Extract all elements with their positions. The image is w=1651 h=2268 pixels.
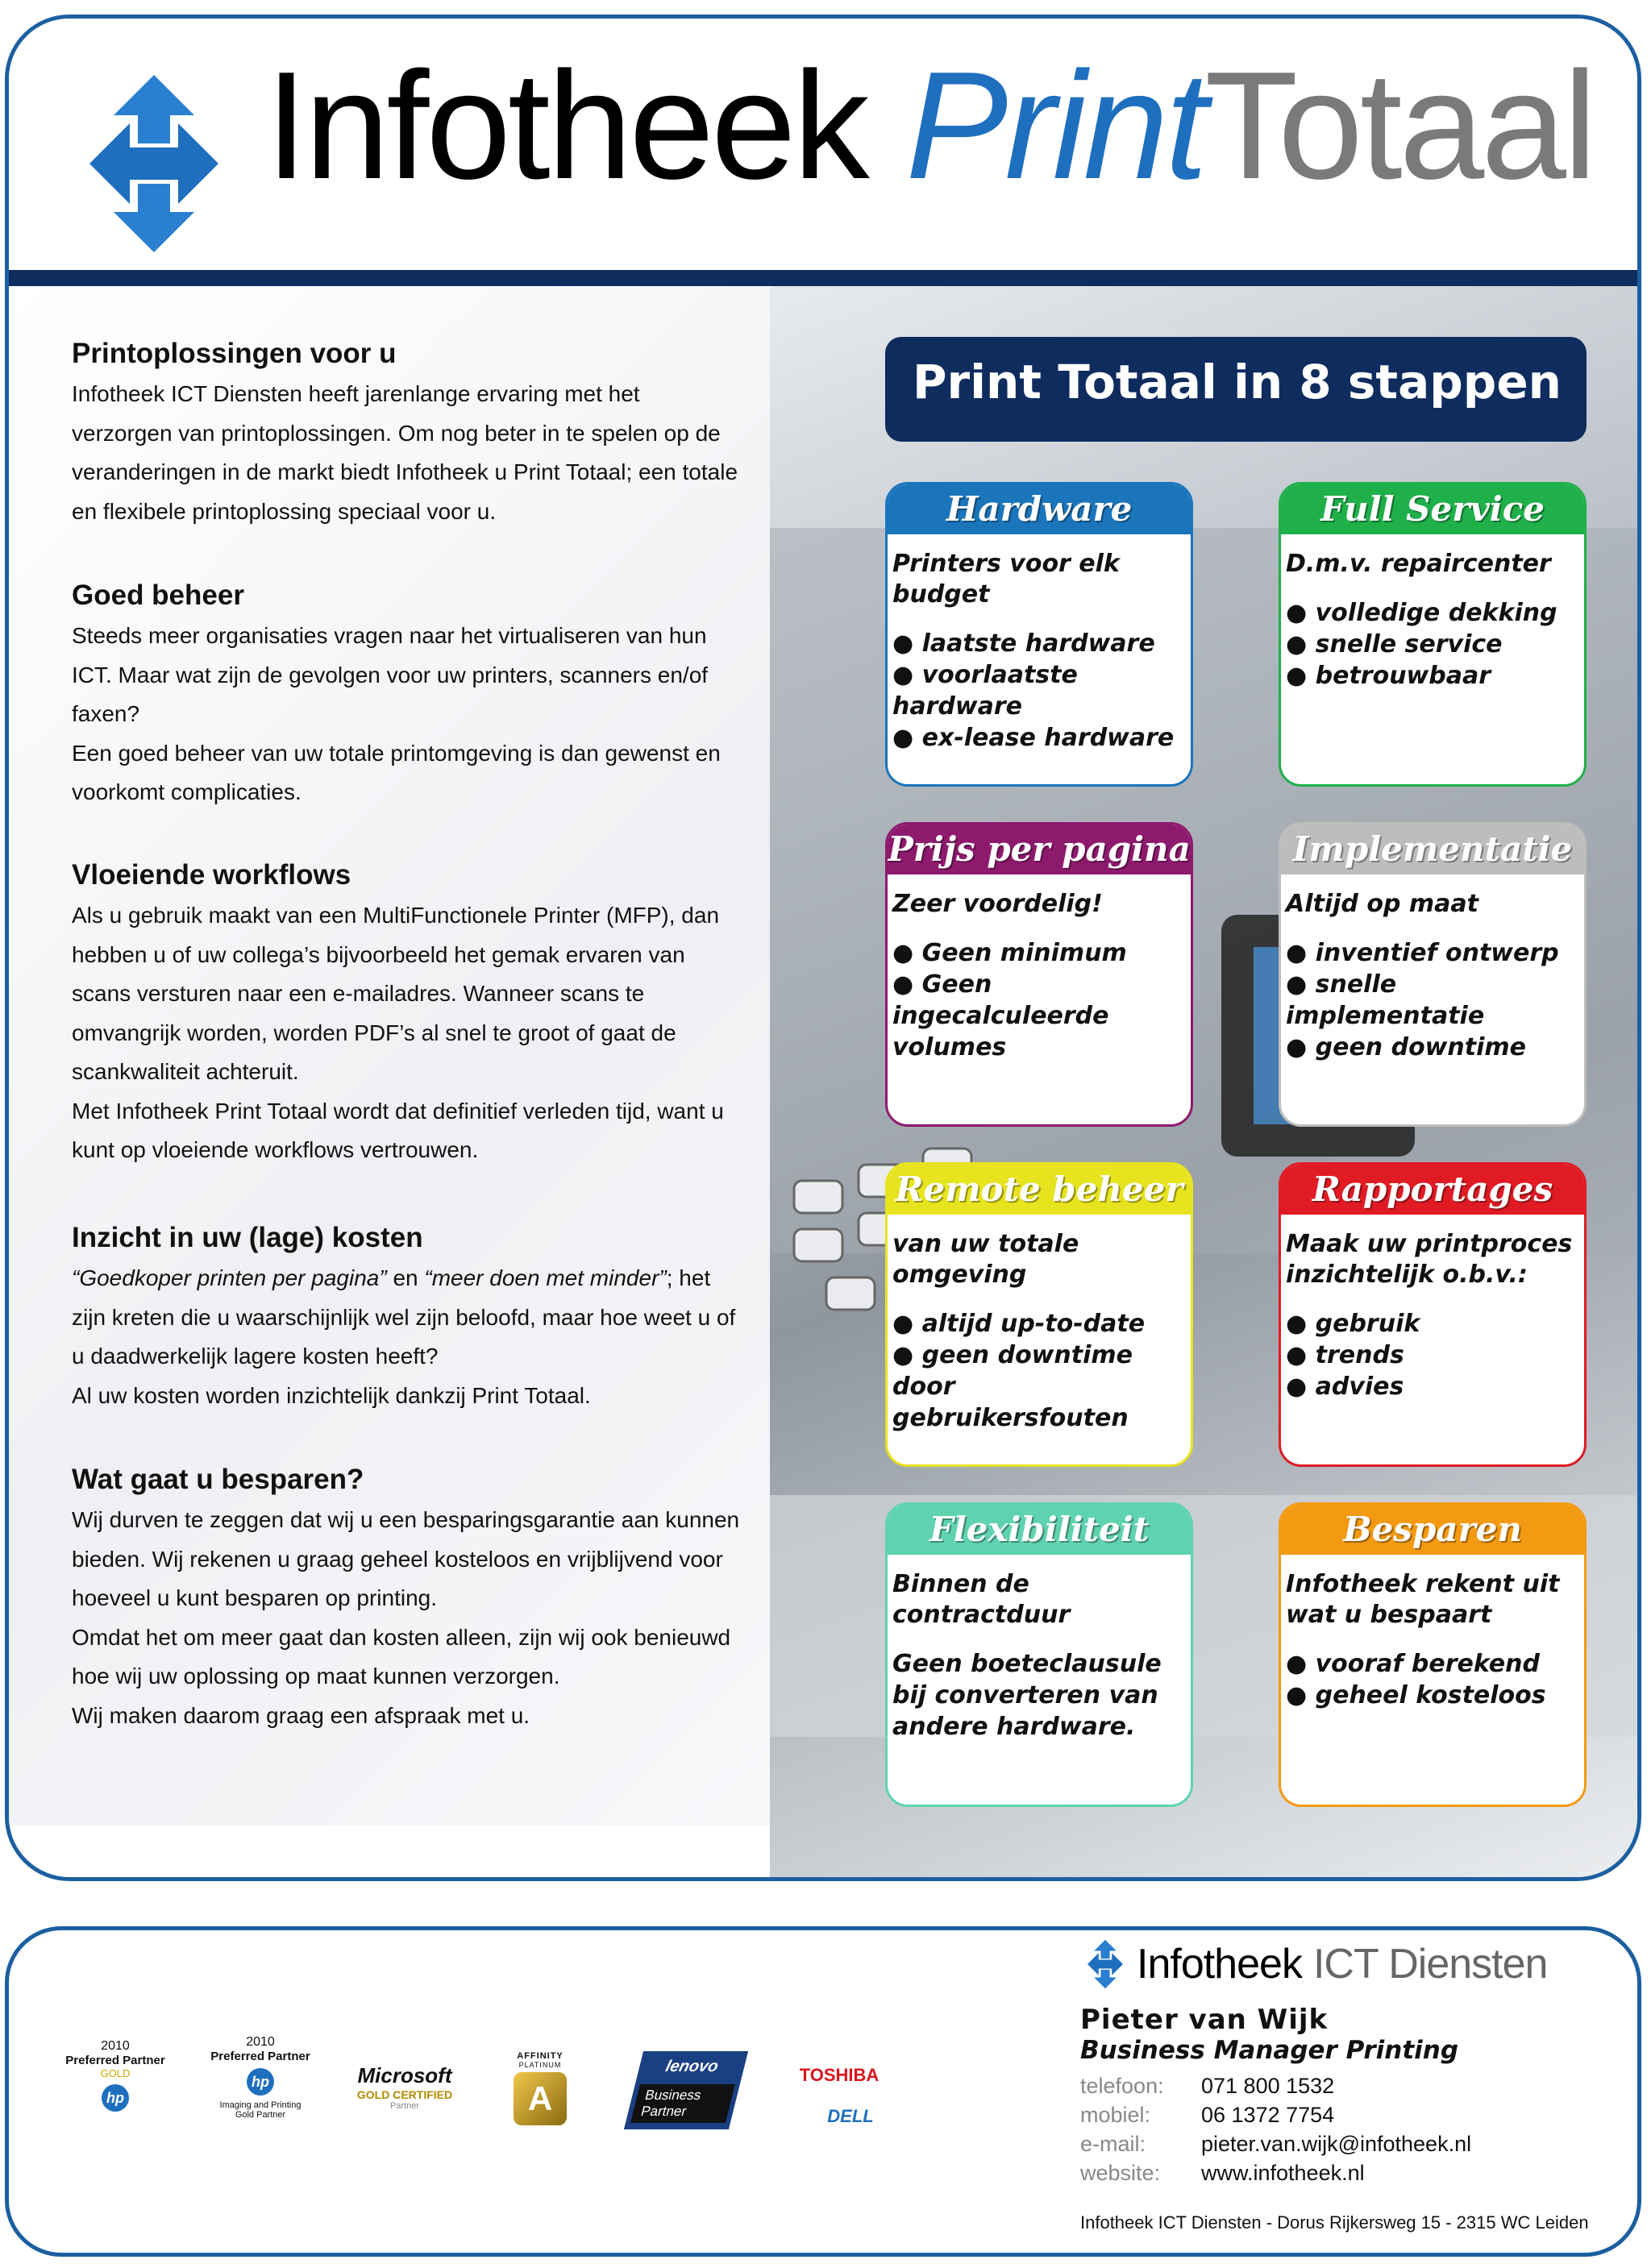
hp-logo-icon: hp [247,2068,274,2096]
card-lead: Altijd op maat [1286,890,1478,918]
list-item: ● ex-lease hardware [892,722,1191,754]
list-item: ● inventief ontwerp [1286,937,1584,969]
contact-block [1080,2004,1628,2187]
hp2-line3: Gold Partner [235,2110,286,2120]
quote-goedkoper: “Goedkoper printen per pagina” [72,1265,387,1290]
card-besparen [1279,1502,1587,1807]
hp2-line2: Imaging and Printing [219,2100,302,2110]
card-flexibiliteit [885,1502,1193,1807]
card-lead: Zeer voordelig! [892,890,1103,918]
card-full-service [1279,482,1587,787]
section-paragraph: Als u gebruik maakt van een MultiFunctionele Printer (MFP), dan hebben u of uw collega’s bijvoorbeeld het gemak ervaren van scans versturen naar een e-mailadres. Wanneer scans te omvangrijk worden, worden PDF’s al snel te groot of gaat de scankwaliteit achteruit. [72,903,720,1084]
microsoft-gold-logo [348,2063,461,2111]
affinity-line1: AFFINITY [517,2051,564,2061]
list-item: ● laatste hardware [892,628,1191,659]
section-heading: Printoplossingen voor u [72,338,397,369]
lenovo-line1: Business [643,2087,703,2103]
affinity-line2: PLATINUM [518,2061,562,2069]
hp1-line2: GOLD [100,2067,131,2079]
section-vloeiende-workflows [72,859,741,1170]
contact-value: 06 1372 7754 [1201,2103,1335,2127]
contact-row-website [1080,2158,1628,2187]
card-list [888,628,1191,754]
contact-value: 071 800 1532 [1201,2074,1335,2098]
hp2-line1: Preferred Partner [210,2050,310,2063]
hp-preferred-partner-logo [63,2039,168,2112]
section-heading: Goed beheer [72,579,244,611]
list-item: ● Geen minimum [892,937,1191,969]
list-item: ● vooraf berekend [1286,1648,1584,1680]
contact-website-link[interactable]: www.infotheek.nl [1201,2161,1365,2185]
contact-key: e-mail: [1080,2132,1146,2156]
header-divider [9,270,1637,286]
footer-brand [1079,1940,1547,1988]
section-paragraph: Wij maken daarom graag een afspraak met u. [72,1702,530,1728]
card-lead: D.m.v. repaircenter [1286,550,1551,578]
card-lead: Infotheek rekent uit wat u bespaart [1286,1570,1560,1629]
steps-title-banner: Print Totaal in 8 stappen [885,337,1587,442]
dell-logo: DELL [827,2106,874,2126]
ms-name: Microsoft [357,2063,452,2087]
section-heading: Wat gaat u besparen? [72,1464,364,1495]
contact-role: Business Manager Printing [1080,2036,1459,2065]
ms-line1: GOLD CERTIFIED [356,2088,453,2101]
card-list [1281,597,1584,692]
card-list [888,937,1191,1063]
footer-brand-ict: ICT Diensten [1312,1941,1548,1988]
section-paragraph: Infotheek ICT Diensten heeft jarenlange ervaring met het verzorgen van printoplossingen. Om nog beter in te spelen op de veranderingen in de markt biedt Infotheek u Print Totaal; een totale en flexibele printoplossing speciaal voor u. [72,381,738,524]
contact-key: telefoon: [1080,2074,1164,2098]
card-title: Rapportages [1281,1165,1584,1215]
list-item: ● altijd up-to-date [892,1308,1191,1340]
infotheek-arrows-logo-icon [73,67,235,260]
affinity-badge-icon: A [514,2072,567,2125]
card-hardware [885,482,1193,787]
ms-line2: Partner [389,2101,420,2111]
card-remote-beheer [885,1162,1193,1467]
section-printoplossingen [72,338,741,531]
hp1-year: 2010 [101,2039,130,2053]
list-item: ● geheel kosteloos [1286,1680,1584,1711]
list-item: ● Geen ingecalculeerde volumes [892,969,1191,1063]
footer-brand-infotheek: Infotheek [1137,1941,1302,1988]
card-lead: Binnen de contractduur [892,1570,1071,1629]
section-heading: Vloeiende workflows [72,859,351,891]
list-item: ● gebruik [1286,1308,1584,1340]
list-item: ● advies [1286,1371,1584,1402]
list-item: ● snelle implementatie [1286,969,1584,1032]
toshiba-logo: TOSHIBA [799,2065,880,2085]
section-paragraph: Met Infotheek Print Totaal wordt dat definitief verleden tijd, want u kunt op vloeiende workflows vertrouwen. [72,1098,724,1162]
card-title: Besparen [1281,1505,1584,1555]
list-item: ● betrouwbaar [1286,660,1584,692]
brand-word-infotheek: Infotheek [265,40,867,211]
hp1-line1: Preferred Partner [65,2054,165,2067]
lenovo-line2: Partner [639,2104,688,2119]
quote-rest: ; het zijn kreten die u waarschijnlijk wel zijn beloofd, maar hoe weet u of u daadwerkelijk lagere kosten heeft? [72,1265,736,1369]
card-title: Hardware [888,484,1191,534]
brand-word-totaal: Totaal [1204,40,1595,211]
card-sub: Geen boeteclausule bij converteren van andere hardware. [892,1650,1162,1741]
contact-key: website: [1080,2161,1161,2185]
card-title: Remote beheer [888,1165,1191,1215]
section-besparen [72,1464,741,1735]
list-item: ● trends [1286,1340,1584,1371]
list-item: ● geen downtime door gebruikersfouten [892,1340,1191,1434]
hp-logo-icon: hp [102,2084,129,2112]
contact-row-mobile [1080,2100,1628,2129]
card-list [888,1308,1191,1434]
card-prijs-per-pagina [885,822,1193,1127]
contact-row-phone [1080,2071,1628,2100]
card-lead: van uw totale omgeving [892,1230,1079,1289]
list-item: ● snelle service [1286,629,1584,660]
card-title: Prijs per pagina [888,825,1191,874]
contact-row-email [1080,2129,1628,2158]
card-list [1281,1648,1584,1711]
card-lead: Maak uw printproces inzichtelijk o.b.v.: [1286,1230,1573,1289]
card-implementatie [1279,822,1587,1127]
section-paragraph: Een goed beheer van uw totale printomgeving is dan gewenst en voorkomt complicaties. [72,740,721,804]
card-lead: Printers voor elk budget [892,550,1120,609]
quote-meer-doen: “meer doen met minder” [424,1265,667,1290]
section-goed-beheer [72,579,741,812]
brand-title [265,40,1595,211]
list-item: ● geen downtime [1286,1032,1584,1063]
card-list [1281,937,1584,1063]
section-paragraph: Steeds meer organisaties vragen naar het virtualiseren van hun ICT. Maar wat zijn de gevolgen voor uw printers, scanners en/of faxen? [72,623,709,726]
card-list [1281,1308,1584,1402]
section-inzicht-kosten [72,1222,741,1415]
contact-name: Pieter van Wijk [1080,2004,1329,2036]
contact-key: mobiel: [1080,2103,1151,2127]
infotheek-arrows-logo-icon [1079,1938,1132,1991]
section-paragraph: Wij durven te zeggen dat wij u een besparingsgarantie aan kunnen bieden. Wij rekenen u graag geheel kosteloos en vrijblijvend voor hoeveel u kunt besparen op printing. [72,1507,740,1610]
section-paragraph: Omdat het om meer gaat dan kosten alleen, zijn wij ook benieuwd hoe wij uw oplossing op maat kunnen verzorgen. [72,1624,731,1689]
contact-email-link[interactable]: pieter.van.wijk@infotheek.nl [1201,2132,1472,2156]
card-rapportages [1279,1162,1587,1467]
header [9,19,1637,270]
hp2-year: 2010 [246,2035,275,2049]
section-heading: Inzicht in uw (lage) kosten [72,1222,423,1253]
card-title: Implementatie [1281,825,1584,874]
lenovo-business-partner-logo [634,2051,738,2129]
affinity-platinum-logo [508,2051,572,2125]
list-item: ● voorlaatste hardware [892,659,1191,722]
quote-join: en [386,1265,425,1290]
card-title: Flexibiliteit [888,1505,1191,1555]
section-paragraph [72,1259,741,1377]
footer-address: Infotheek ICT Diensten - Dorus Rijkersweg 15 - 2315 WC Leiden [1080,2212,1589,2233]
list-item: ● volledige dekking [1286,597,1584,629]
card-title: Full Service [1281,484,1584,534]
hp-imaging-partner-logo [208,2035,313,2120]
lenovo-name: lenovo [663,2058,721,2075]
brand-word-print: Print [905,40,1205,211]
section-paragraph: Al uw kosten worden inzichtelijk dankzij Print Totaal. [72,1382,591,1408]
